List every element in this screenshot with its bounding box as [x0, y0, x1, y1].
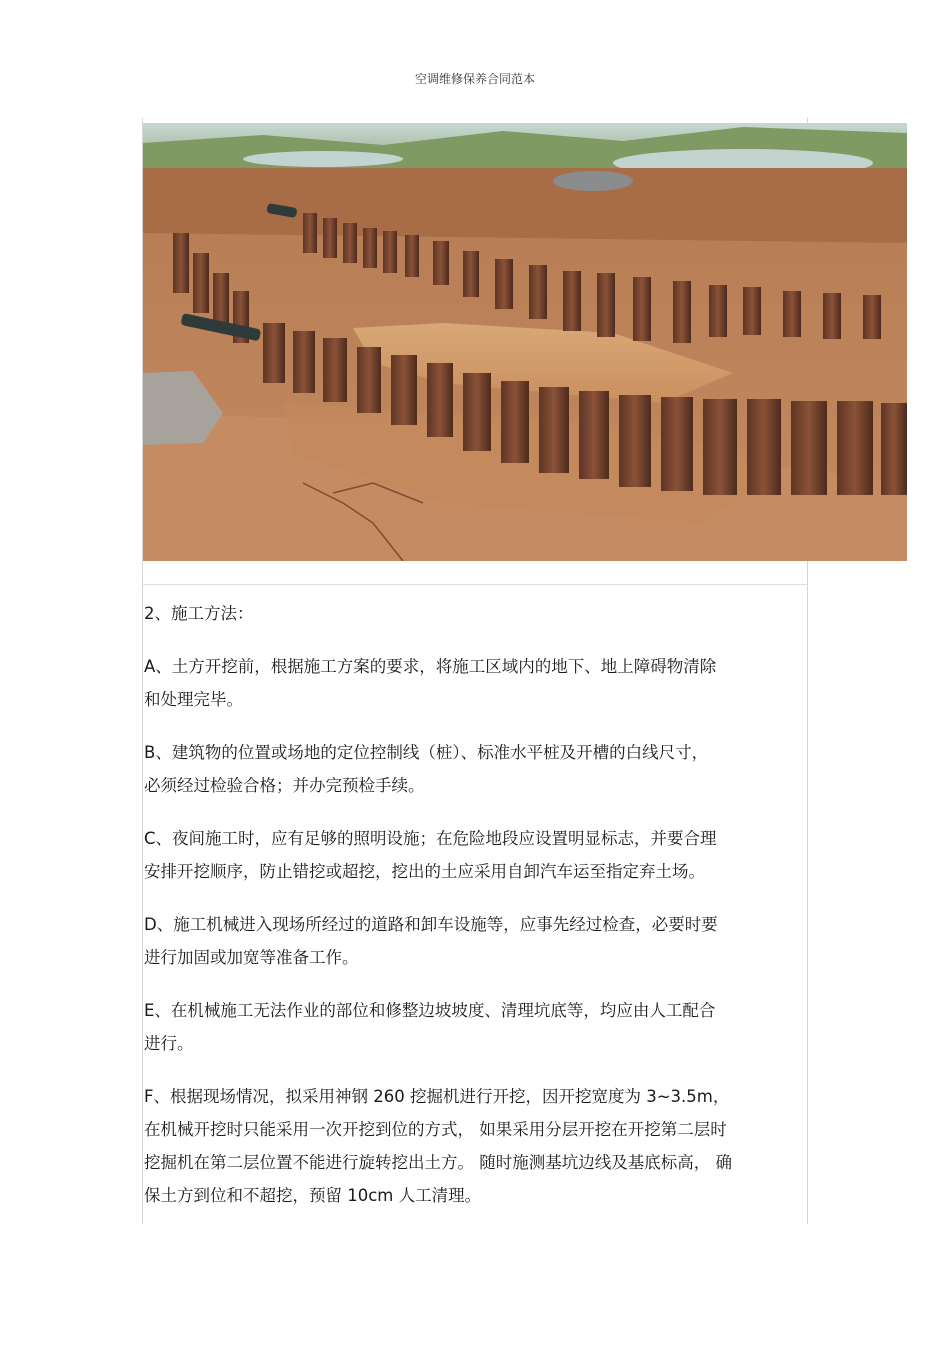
page-header-title: 空调维修保养合同范本 — [414, 72, 535, 86]
paragraph-e — [144, 994, 812, 1060]
paragraph-line: 挖掘机在第二层位置不能进行旋转挖出土方。 随时施测基坑边线及基底标高， 确 — [144, 1153, 732, 1172]
paragraph-line: 进行加固或加宽等准备工作。 — [144, 948, 359, 967]
construction-site-photo — [143, 123, 907, 561]
paragraph-d — [144, 908, 812, 974]
paragraph-line: E、在机械施工无法作业的部位和修整边坡坡度、清理坑底等，均应由人工配合 — [144, 1001, 716, 1020]
photo-divider — [142, 584, 807, 585]
paragraph-line: C、夜间施工时，应有足够的照明设施；在危险地段应设置明显标志，并要合理 — [144, 829, 717, 848]
paragraph-line: 和处理完毕。 — [144, 690, 243, 709]
paragraph-b — [144, 736, 812, 802]
section-heading-block — [144, 597, 812, 630]
paragraph-line: D、施工机械进入现场所经过的道路和卸车设施等，应事先经过检查，必要时要 — [144, 915, 718, 934]
paragraph-line: 保土方到位和不超挖，预留 10cm 人工清理。 — [144, 1186, 482, 1205]
paragraph-c — [144, 822, 812, 888]
section-heading: 2、施工方法： — [144, 604, 254, 623]
paragraph-f — [144, 1080, 812, 1212]
paragraph-line: 安排开挖顺序，防止错挖或超挖，挖出的土应采用自卸汽车运至指定弃土场。 — [144, 862, 705, 881]
paragraph-line: 在机械开挖时只能采用一次开挖到位的方式， 如果采用分层开挖在开挖第二层时 — [144, 1120, 727, 1139]
paragraph-a — [144, 650, 812, 716]
paragraph-line: A、土方开挖前，根据施工方案的要求，将施工区域内的地下、地上障碍物清除 — [144, 657, 717, 676]
paragraph-line: F、根据现场情况，拟采用神钢 260 挖掘机进行开挖，因开挖宽度为 3~3.5m， — [144, 1087, 730, 1106]
paragraph-line: 必须经过检验合格；并办完预检手续。 — [144, 776, 425, 795]
document-body — [144, 597, 812, 1232]
paragraph-line: 进行。 — [144, 1034, 194, 1053]
paragraph-line: B、建筑物的位置或场地的定位控制线（桩）、标准水平桩及开槽的白线尺寸， — [144, 743, 709, 762]
